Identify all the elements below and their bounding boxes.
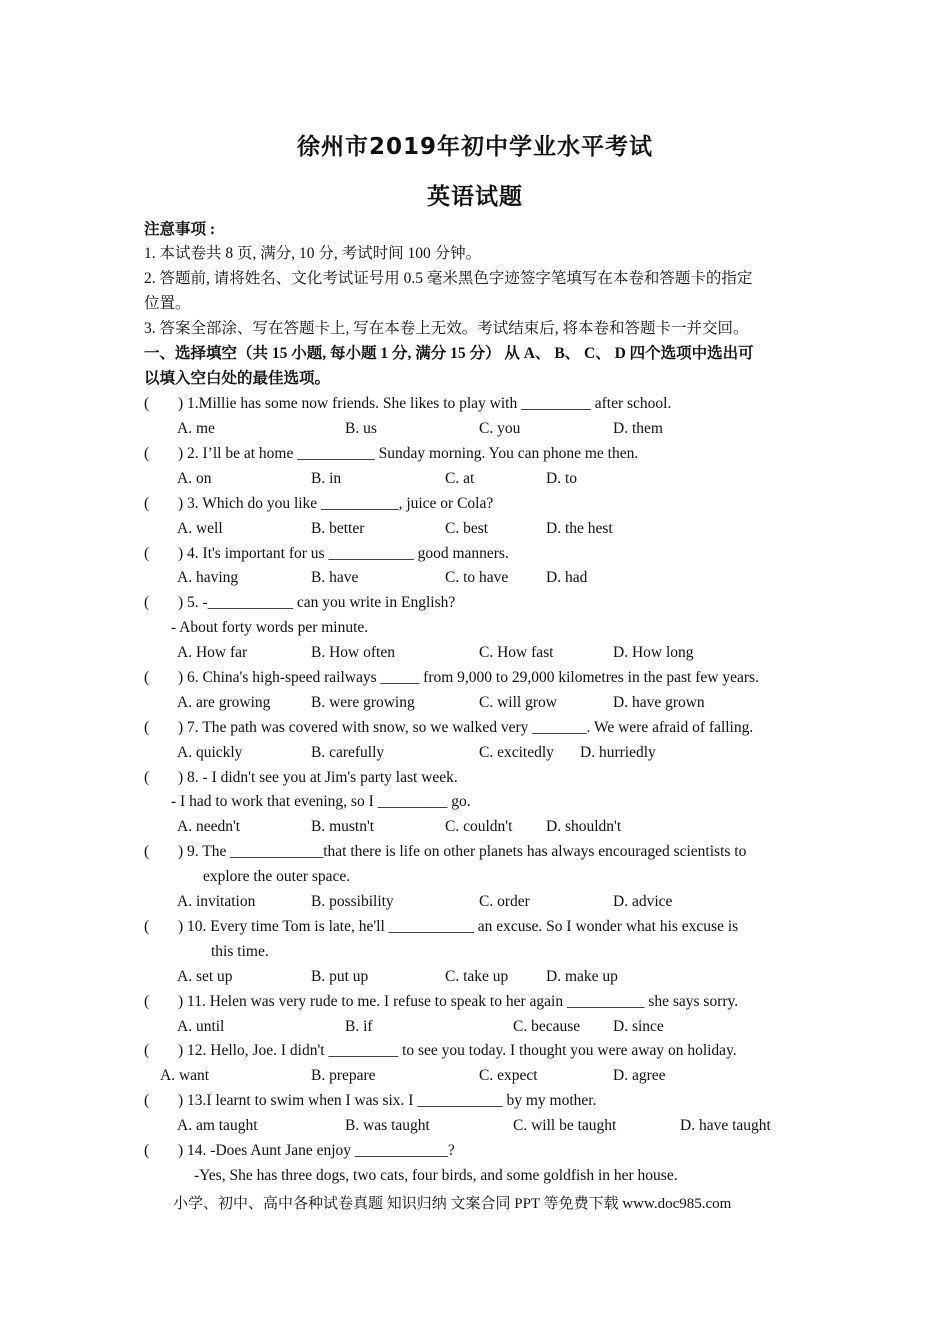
option: C. How fast <box>479 644 554 661</box>
question-text: ) 2. I’ll be at home __________ Sunday morning. You can phone me then. <box>178 445 639 462</box>
option: B. in <box>311 470 342 487</box>
answer-blank: ( <box>144 669 150 686</box>
question-text: ) 12. Hello, Joe. I didn't _________ to see you today. I thought you were away on holiday. <box>178 1042 737 1059</box>
question-continuation: - About forty words per minute. <box>171 619 369 636</box>
option: B. have <box>311 569 359 586</box>
notes-heading: 注意事项 : <box>144 221 216 238</box>
option: B. carefully <box>311 744 385 761</box>
answer-blank: ( <box>144 395 150 412</box>
answer-blank: ( <box>144 1142 150 1159</box>
option: C. because <box>513 1018 581 1035</box>
option: D. hurriedly <box>580 744 656 761</box>
option: C. take up <box>445 968 509 985</box>
question-stem <box>144 593 455 613</box>
option: C. to have <box>445 569 509 586</box>
option: A. me <box>177 420 215 437</box>
answer-blank: ( <box>144 1092 150 1109</box>
option: D. make up <box>546 968 618 985</box>
question-stem <box>144 1091 596 1111</box>
question-stem <box>144 444 638 464</box>
option: C. will be taught <box>513 1117 617 1134</box>
note-item: 2. 答题前, 请将姓名、文化考试证号用 0.5 毫米黑色字迹签字笔填写在本卷和答题卡的指定 <box>144 270 753 287</box>
option: B. if <box>345 1018 373 1035</box>
option: A. on <box>177 470 212 487</box>
option: C. best <box>445 520 489 537</box>
answer-blank: ( <box>144 843 150 860</box>
option: D. to <box>546 470 577 487</box>
option: C. order <box>479 893 530 910</box>
option: B. mustn't <box>311 818 375 835</box>
option: A. well <box>177 520 223 537</box>
option: A. until <box>177 1018 225 1035</box>
page-footer: 小学、初中、高中各种试卷真题 知识归纳 文案合同 PPT 等免费下载 www.doc985.com <box>173 1196 732 1212</box>
page-subtitle: 英语试题 <box>427 184 523 210</box>
option: B. possibility <box>311 893 394 910</box>
option: A. having <box>177 569 239 586</box>
option: A. are growing <box>177 694 271 711</box>
question-stem <box>144 842 746 862</box>
answer-blank: ( <box>144 719 150 736</box>
question-text: ) 3. Which do you like __________, juice or Cola? <box>178 495 494 512</box>
question-text: ) 14. -Does Aunt Jane enjoy ____________? <box>178 1142 455 1159</box>
option: A. quickly <box>177 744 243 761</box>
page-title: 徐州市2019年初中学业水平考试 <box>296 134 653 160</box>
question-text: ) 10. Every time Tom is late, he'll ___________ an excuse. So I wonder what his excuse is <box>178 918 739 935</box>
question-text: ) 7. The path was covered with snow, so we walked very _______. We were afraid of falling. <box>178 719 754 736</box>
option: D. advice <box>613 893 673 910</box>
option: D. have taught <box>680 1117 771 1134</box>
option: B. prepare <box>311 1067 376 1084</box>
option: D. since <box>613 1018 664 1035</box>
option: C. excitedly <box>479 744 554 761</box>
option: C. at <box>445 470 475 487</box>
option: A. want <box>160 1067 210 1084</box>
question-stem <box>144 1141 455 1161</box>
option: D. the hest <box>546 520 613 537</box>
answer-blank: ( <box>144 918 150 935</box>
question-stem <box>144 992 738 1012</box>
answer-blank: ( <box>144 495 150 512</box>
question-continuation: explore the outer space. <box>203 868 351 885</box>
note-item: 3. 答案全部涂、写在答题卡上, 写在本卷上无效。考试结束后, 将本卷和答题卡一并交回。 <box>144 320 749 337</box>
option: B. us <box>345 420 377 437</box>
answer-blank: ( <box>144 445 150 462</box>
option: D. have grown <box>613 694 705 711</box>
question-text: ) 13.I learnt to swim when I was six. I ___________ by my mother. <box>178 1092 597 1109</box>
option: B. put up <box>311 968 369 985</box>
option: D. had <box>546 569 588 586</box>
option: D. How long <box>613 644 694 661</box>
question-text: ) 5. -___________ can you write in English? <box>178 594 456 611</box>
question-text: ) 1.Millie has some now friends. She likes to play with _________ after school. <box>178 395 672 412</box>
question-stem <box>144 917 738 937</box>
note-item: 1. 本试卷共 8 页, 满分, 10 分, 考试时间 100 分钟。 <box>144 245 482 262</box>
option: B. How often <box>311 644 395 661</box>
answer-blank: ( <box>144 993 150 1010</box>
question-text: ) 11. Helen was very rude to me. I refuse to speak to her again __________ she says sorry. <box>178 993 739 1010</box>
question-stem <box>144 668 759 688</box>
section-instruction: 以填入空白处的最佳选项。 <box>144 370 331 387</box>
answer-blank: ( <box>144 545 150 562</box>
question-stem <box>144 768 458 788</box>
answer-blank: ( <box>144 1042 150 1059</box>
option: D. them <box>613 420 663 437</box>
option: A. invitation <box>177 893 256 910</box>
question-stem <box>144 544 509 564</box>
answer-blank: ( <box>144 769 150 786</box>
question-stem <box>144 494 493 514</box>
option: C. will grow <box>479 694 557 711</box>
note-item: 位置。 <box>144 295 191 312</box>
question-text: ) 9. The ____________that there is life on other planets has always encouraged scientists to <box>178 843 747 860</box>
question-stem <box>144 1041 737 1061</box>
option: D. shouldn't <box>546 818 622 835</box>
option: C. couldn't <box>445 818 513 835</box>
question-text: ) 8. - I didn't see you at Jim's party last week. <box>178 769 458 786</box>
option: D. agree <box>613 1067 666 1084</box>
option: A. set up <box>177 968 233 985</box>
option: A. needn't <box>177 818 241 835</box>
question-continuation: - I had to work that evening, so I _________ go. <box>171 793 471 810</box>
question-text: ) 6. China's high-speed railways _____ from 9,000 to 29,000 kilometres in the past few years. <box>178 669 759 686</box>
option: B. better <box>311 520 365 537</box>
question-stem <box>144 718 753 738</box>
question-continuation: this time. <box>211 943 269 960</box>
option: A. How far <box>177 644 248 661</box>
option: B. was taught <box>345 1117 430 1134</box>
option: C. you <box>479 420 521 437</box>
question-stem <box>144 394 671 414</box>
option: A. am taught <box>177 1117 258 1134</box>
question-text: ) 4. It's important for us ___________ good manners. <box>178 545 509 562</box>
option: C. expect <box>479 1067 538 1084</box>
section-instruction: 一、选择填空（共 15 小题, 每小题 1 分, 满分 15 分） 从 A、 B、 C、 D 四个选项中选出可 <box>144 345 754 362</box>
answer-blank: ( <box>144 594 150 611</box>
question-continuation: -Yes, She has three dogs, two cats, four birds, and some goldfish in her house. <box>194 1167 678 1184</box>
option: B. were growing <box>311 694 415 711</box>
